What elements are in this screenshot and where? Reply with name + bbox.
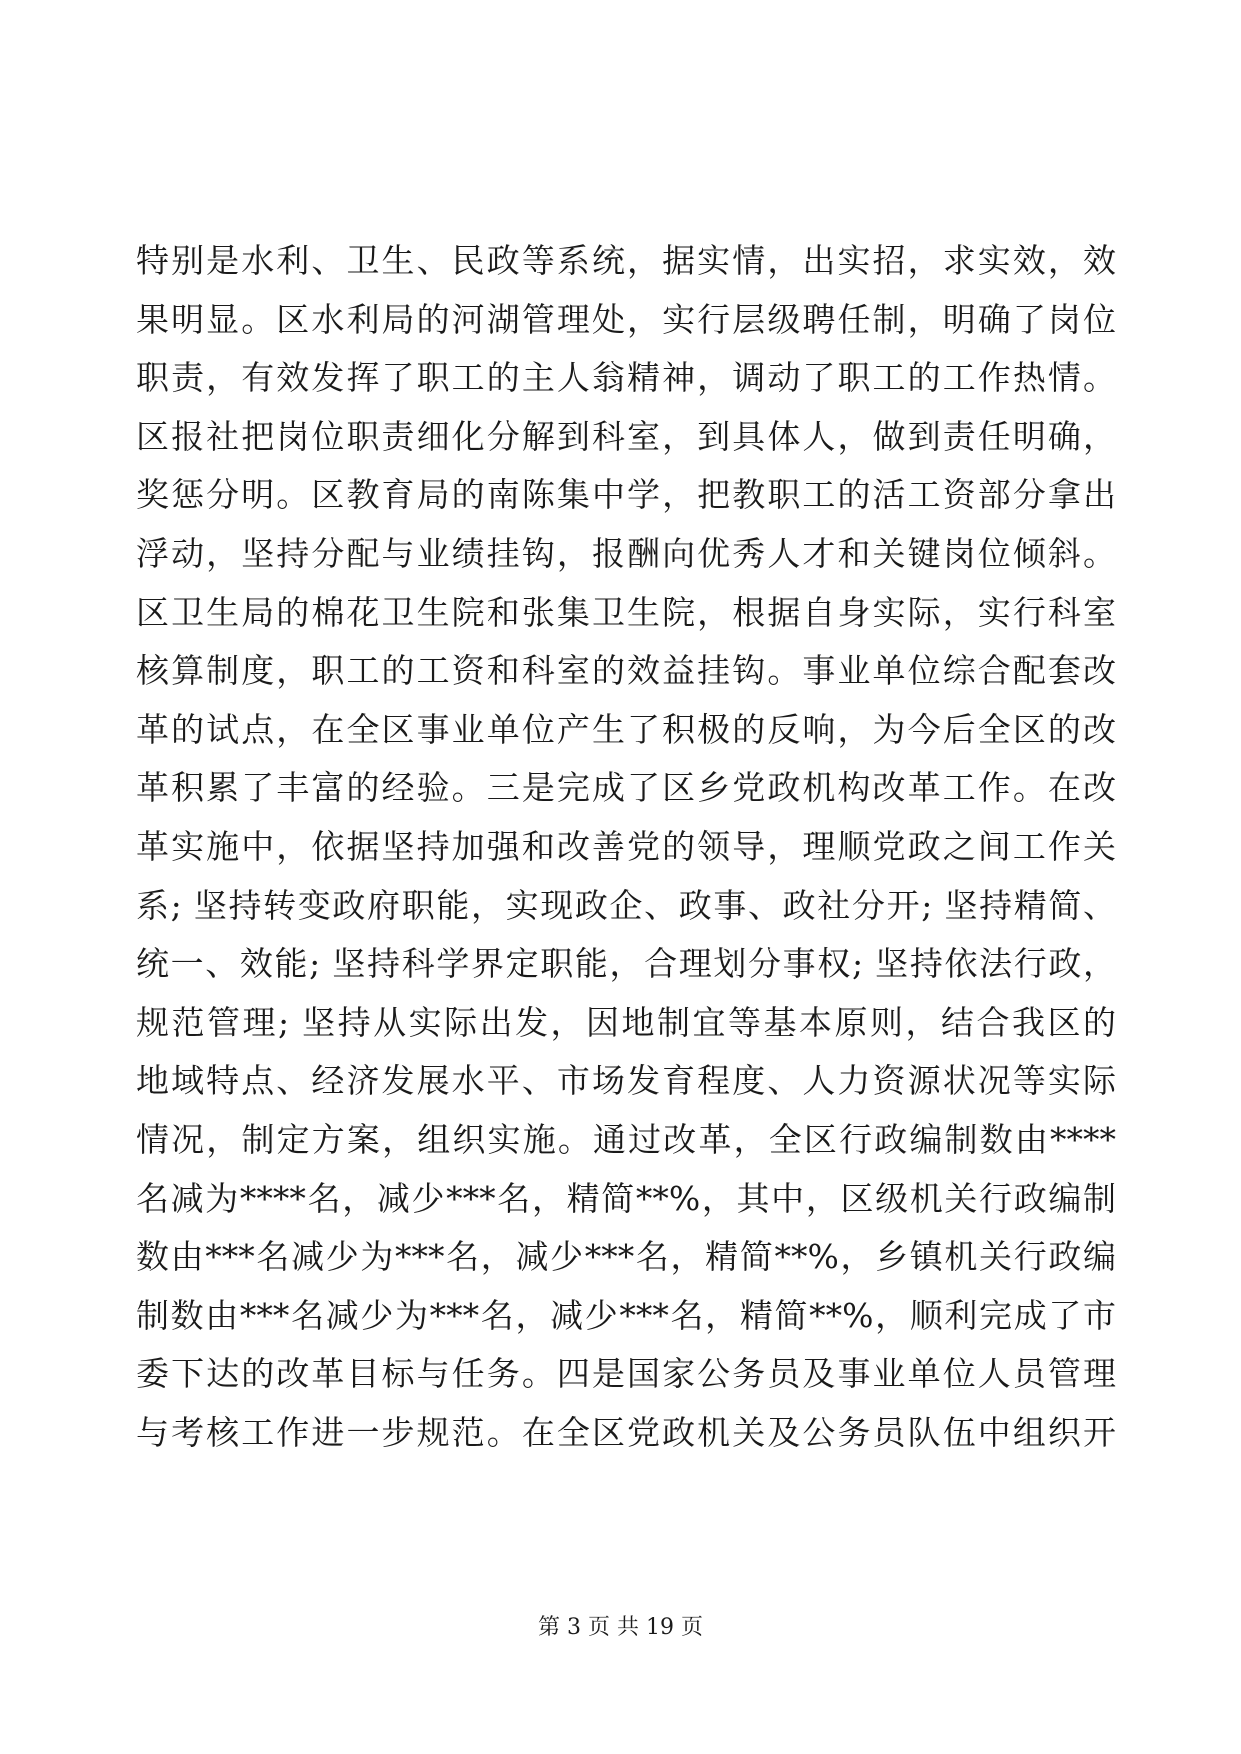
text-line: 区卫生局的棉花卫生院和张集卫生院，根据自身实际，实行科室 bbox=[136, 592, 1116, 632]
text-line: 浮动，坚持分配与业绩挂钩，报酬向优秀人才和关键岗位倾斜。 bbox=[136, 533, 1116, 573]
text-line: 奖惩分明。区教育局的南陈集中学，把教职工的活工资部分拿出 bbox=[136, 475, 1116, 515]
text-line: 地域特点、经济发展水平、市场发育程度、人力资源状况等实际 bbox=[136, 1061, 1116, 1101]
text-line: 统一、效能; 坚持科学界定职能，合理划分事权; 坚持依法行政， bbox=[136, 944, 1116, 984]
text-line: 与考核工作进一步规范。在全区党政机关及公务员队伍中组织开 bbox=[136, 1412, 1116, 1452]
text-line: 革实施中，依据坚持加强和改善党的领导，理顺党政之间工作关 bbox=[136, 826, 1116, 866]
text-line: 制数由***名减少为***名，减少***名，精简**%，顺利完成了市 bbox=[136, 1295, 1116, 1335]
text-line: 革积累了丰富的经验。三是完成了区乡党政机构改革工作。在改 bbox=[136, 768, 1116, 808]
text-line: 名减为****名，减少***名，精简**%，其中，区级机关行政编制 bbox=[136, 1178, 1116, 1218]
text-line: 革的试点，在全区事业单位产生了积极的反响，为今后全区的改 bbox=[136, 709, 1116, 749]
text-line: 核算制度，职工的工资和科室的效益挂钩。事业单位综合配套改 bbox=[136, 651, 1116, 691]
text-line: 系; 坚持转变政府职能，实现政企、政事、政社分开; 坚持精简、 bbox=[136, 885, 1116, 925]
text-line: 果明显。区水利局的河湖管理处，实行层级聘任制，明确了岗位 bbox=[136, 299, 1116, 339]
body-text bbox=[136, 232, 1116, 1462]
text-line: 区报社把岗位职责细化分解到科室，到具体人，做到责任明确， bbox=[136, 416, 1116, 456]
text-line: 职责，有效发挥了职工的主人翁精神，调动了职工的工作热情。 bbox=[136, 358, 1116, 398]
text-line: 数由***名减少为***名，减少***名，精简**%，乡镇机关行政编 bbox=[136, 1237, 1116, 1277]
text-line: 规范管理; 坚持从实际出发，因地制宜等基本原则，结合我区的 bbox=[136, 1002, 1116, 1042]
text-line: 委下达的改革目标与任务。四是国家公务员及事业单位人员管理 bbox=[136, 1354, 1116, 1394]
text-line: 特别是水利、卫生、民政等系统，据实情，出实招，求实效，效 bbox=[136, 241, 1116, 280]
text-line: 情况，制定方案，组织实施。通过改革，全区行政编制数由**** bbox=[136, 1119, 1116, 1159]
page-number-footer: 第 3 页 共 19 页 bbox=[538, 1615, 703, 1640]
